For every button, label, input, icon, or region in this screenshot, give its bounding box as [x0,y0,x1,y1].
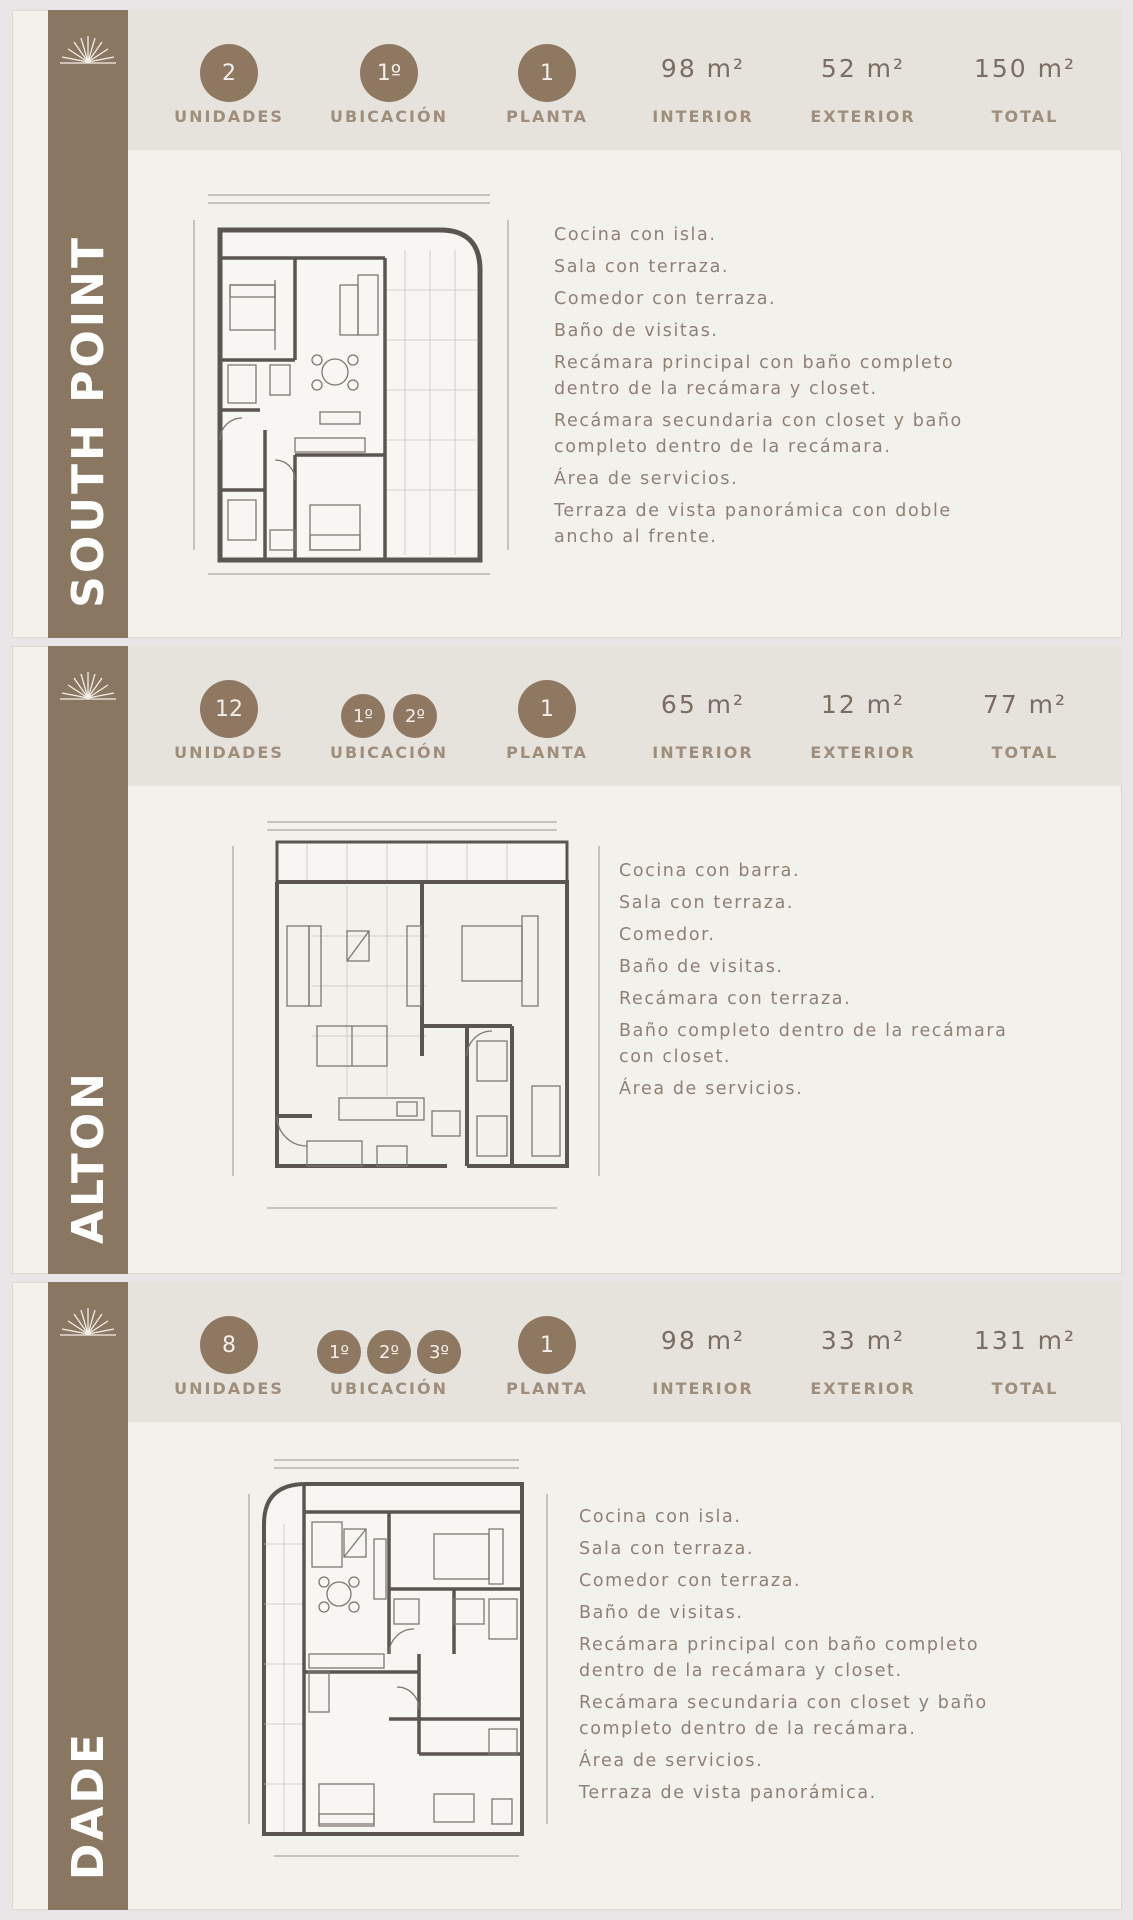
feature-item: Área de servicios. [619,1079,804,1099]
floor-badge: 1 [518,44,576,102]
feature-item: Comedor. [619,925,716,945]
model-sidebar [48,646,128,1274]
total-area: 150 m² [973,54,1077,83]
stats-header [128,646,1122,786]
exterior-area: 12 m² [820,690,906,719]
location-badge: 1º [341,694,385,738]
exterior-area: 33 m² [820,1326,906,1355]
stat-floor: 1 PLANTA [472,646,622,786]
floor-plan [244,1454,554,1864]
model-card-south-point [12,10,1122,638]
stat-floor: 1 PLANTA [472,10,622,150]
stat-location: 1º 2º UBICACIÓN [314,646,464,786]
total-area: 131 m² [973,1326,1077,1355]
stat-exterior: 33 m² EXTERIOR [788,1282,938,1422]
stat-total: 150 m² TOTAL [950,10,1100,150]
interior-area: 98 m² [660,1326,746,1355]
stat-units: 8 UNIDADES [154,1282,304,1422]
units-badge: 12 [200,680,258,738]
location-badge: 1º [317,1330,361,1374]
feature-item: Cocina con isla. [554,225,717,245]
model-sidebar [48,1282,128,1910]
location-badge: 2º [367,1330,411,1374]
feature-item: Sala con terraza. [579,1539,755,1559]
features-list [554,222,994,556]
floor-plan [227,816,607,1216]
feature-item: Comedor con terraza. [579,1571,802,1591]
model-sidebar [48,10,128,638]
stat-location: 1º UBICACIÓN [314,10,464,150]
feature-item: Terraza de vista panorámica con doble ancho al frente. [554,501,952,547]
feature-item: Baño de visitas. [619,957,784,977]
features-list [619,858,1039,1108]
exterior-area: 52 m² [820,54,906,83]
feature-item: Cocina con barra. [619,861,801,881]
floor-badge: 1 [518,1316,576,1374]
model-name: DADE [62,1730,114,1880]
feature-item: Baño de visitas. [579,1603,744,1623]
feature-item: Cocina con isla. [579,1507,742,1527]
stat-interior: 98 m² INTERIOR [628,1282,778,1422]
stat-total: 131 m² TOTAL [950,1282,1100,1422]
stat-interior: 98 m² INTERIOR [628,10,778,150]
location-badge: 1º [360,44,418,102]
location-badge: 3º [417,1330,461,1374]
stat-exterior: 12 m² EXTERIOR [788,646,938,786]
total-area: 77 m² [982,690,1068,719]
feature-item: Recámara principal con baño completo dentro de la recámara y closet. [554,353,955,399]
sun-rays-icon [56,1304,120,1340]
feature-item: Comedor con terraza. [554,289,777,309]
feature-item: Recámara secundaria con closet y baño completo dentro de la recámara. [579,1693,988,1739]
sun-rays-icon [56,32,120,68]
feature-item: Terraza de vista panorámica. [579,1783,877,1803]
stat-interior: 65 m² INTERIOR [628,646,778,786]
model-name: ALTON [62,1069,114,1244]
units-badge: 8 [200,1316,258,1374]
model-card-alton [12,646,1122,1274]
floor-plan [190,190,520,580]
stat-floor: 1 PLANTA [472,1282,622,1422]
stat-units: 2 UNIDADES [154,10,304,150]
stats-header [128,10,1122,150]
floor-badge: 1 [518,680,576,738]
features-list [579,1504,1019,1812]
feature-item: Recámara con terraza. [619,989,852,1009]
feature-item: Área de servicios. [579,1751,764,1771]
sun-rays-icon [56,668,120,704]
stats-header [128,1282,1122,1422]
stat-total: 77 m² TOTAL [950,646,1100,786]
feature-item: Sala con terraza. [619,893,795,913]
model-name: SOUTH POINT [62,235,114,608]
feature-item: Baño de visitas. [554,321,719,341]
feature-item: Recámara secundaria con closet y baño completo dentro de la recámara. [554,411,963,457]
units-badge: 2 [200,44,258,102]
interior-area: 98 m² [660,54,746,83]
feature-item: Recámara principal con baño completo dentro de la recámara y closet. [579,1635,980,1681]
stat-units: 12 UNIDADES [154,646,304,786]
location-badge: 2º [393,694,437,738]
feature-item: Área de servicios. [554,469,739,489]
feature-item: Sala con terraza. [554,257,730,277]
stat-exterior: 52 m² EXTERIOR [788,10,938,150]
feature-item: Baño completo dentro de la recámara con closet. [619,1021,1008,1067]
stat-location: 1º 2º 3º UBICACIÓN [314,1282,464,1422]
interior-area: 65 m² [660,690,746,719]
model-card-dade [12,1282,1122,1910]
